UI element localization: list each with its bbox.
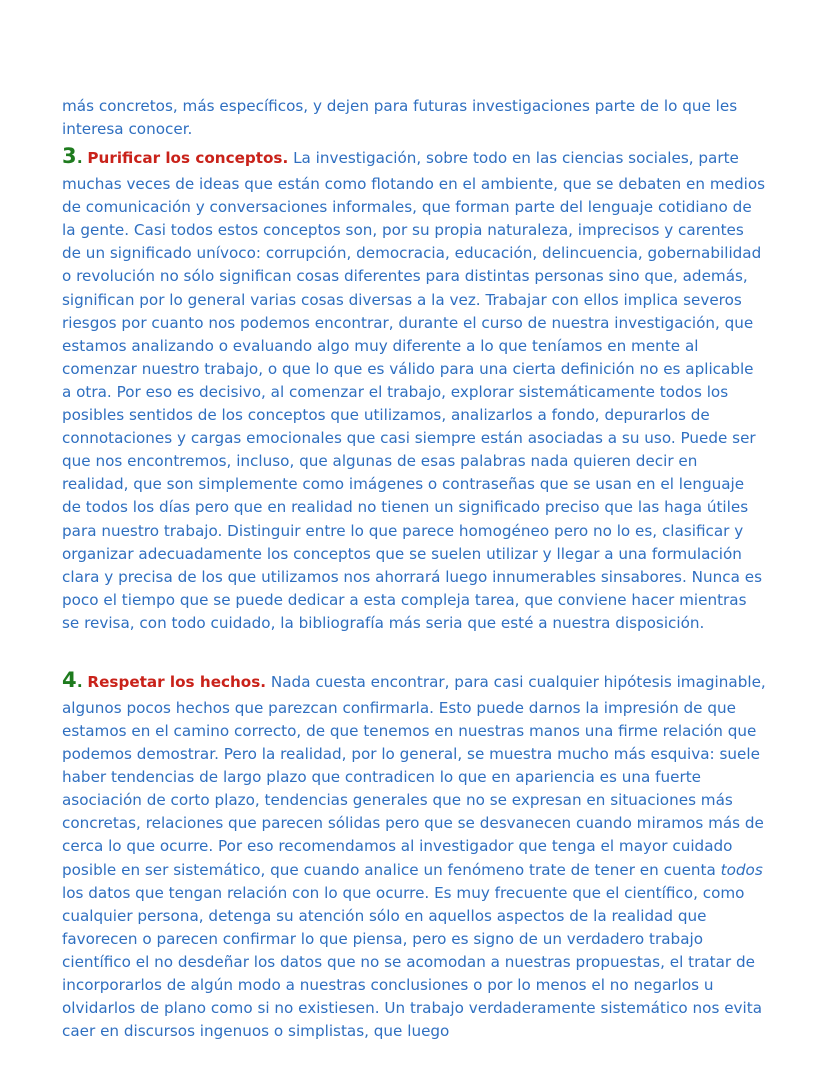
- section-3-number: 3: [62, 144, 77, 169]
- section-4-number: 4: [62, 667, 77, 692]
- section-4-lead: Respetar los hechos.: [87, 672, 267, 691]
- section-4-body-part2: los datos que tengan relación con lo que ocurre. Es muy frecuente que el científico, como cualquier persona, detenga su atención sólo en aquellos aspectos de la realidad que favorecen o parecen confirmar lo que piensa, pero es signo de un verdadero trabajo científico el no desdeñar los datos que no se acomodan a nuestras propuestas, el tratar de incorporarlos de algún modo a nuestras conclusiones o por lo menos el no negarlos u olvidarlos de plano como si no existiesen. Un trabajo verdaderamente sistemático nos evita caer en discursos ingenuos o simplistas, que luego: [62, 883, 763, 1041]
- section-3-lead: Purificar los conceptos.: [87, 149, 289, 168]
- intro-paragraph: más concretos, más específicos, y dejen para futuras investigaciones parte de lo que les interesa conocer.: [62, 97, 738, 139]
- section-3-number-dot: .: [76, 149, 83, 168]
- section-4-body-part1: Nada cuesta encontrar, para casi cualquier hipótesis imaginable, algunos pocos hechos que parezcan confirmarla. Esto puede darnos la impresión de que estamos en el camino correcto, de que tenemos en nuestras manos una firme relación que podemos demostrar. Pero la realidad, por lo general, se muestra mucho más esquiva: suele haber tendencias de largo plazo que contradicen lo que en apariencia es una fuerte asociación de corto plazo, tendencias generales que no se expresan en situaciones más concretas, relaciones que parecen sólidas pero que se desvanecen cuando miramos más de cerca lo que ocurre. Por eso recomendamos al investigador que tenga el mayor cuidado posible en ser sistemático, que cuando analice un fenómeno trate de tener en cuenta: [62, 672, 766, 879]
- section-4-number-dot: .: [76, 672, 83, 691]
- section-4-emphasis: todos: [720, 860, 763, 879]
- section-4-paragraph: [62, 665, 766, 1043]
- section-3: [62, 141, 766, 635]
- section-3-body: La investigación, sobre todo en las ciencias sociales, parte muchas veces de ideas que están como flotando en el ambiente, que se debaten en medios de comunicación y conversaciones informales, que forman parte del lenguaje cotidiano de la gente. Casi todos estos conceptos son, por su propia naturaleza, imprecisos y carentes de un significado unívoco: corrupción, democracia, educación, delincuencia, gobernabilidad o revolución no sólo significan cosas diferentes para distintas personas sino que, además, significan por lo general varias cosas diversas a la vez. Trabajar con ellos implica severos riesgos por cuanto nos podemos encontrar, durante el curso de nuestra investigación, que estamos analizando o evaluando algo muy diferente a lo que teníamos en mente al comenzar nuestro trabajo, o que lo que es válido para una cierta definición no es aplicable a otra. Por eso es decisivo, al comenzar el trabajo, explorar sistemáticamente todos los posibles sentidos de los conceptos que utilizamos, analizarlos a fondo, depurarlos de connotaciones y cargas emocionales que casi siempre están asociadas a su uso. Puede ser que nos encontremos, incluso, que algunas de esas palabras nada quieren decir en realidad, que son simplemente como imágenes o contraseñas que se usan en el lenguaje de todos los días pero que en realidad no tienen un significado preciso que las haga útiles para nuestro trabajo. Distinguir entre lo que parece homogéneo pero no lo es, clasificar y organizar adecuadamente los conceptos que se suelen utilizar y llegar a una formulación clara y precisa de los que utilizamos nos ahorrará luego innumerables sinsabores. Nunca es poco el tiempo que se puede dedicar a esta compleja tarea, que conviene hacer mientras se revisa, con todo cuidado, la bibliografía más seria que esté a nuestra disposición.: [62, 149, 766, 632]
- section-4: [62, 665, 766, 1043]
- section-3-paragraph: [62, 141, 766, 635]
